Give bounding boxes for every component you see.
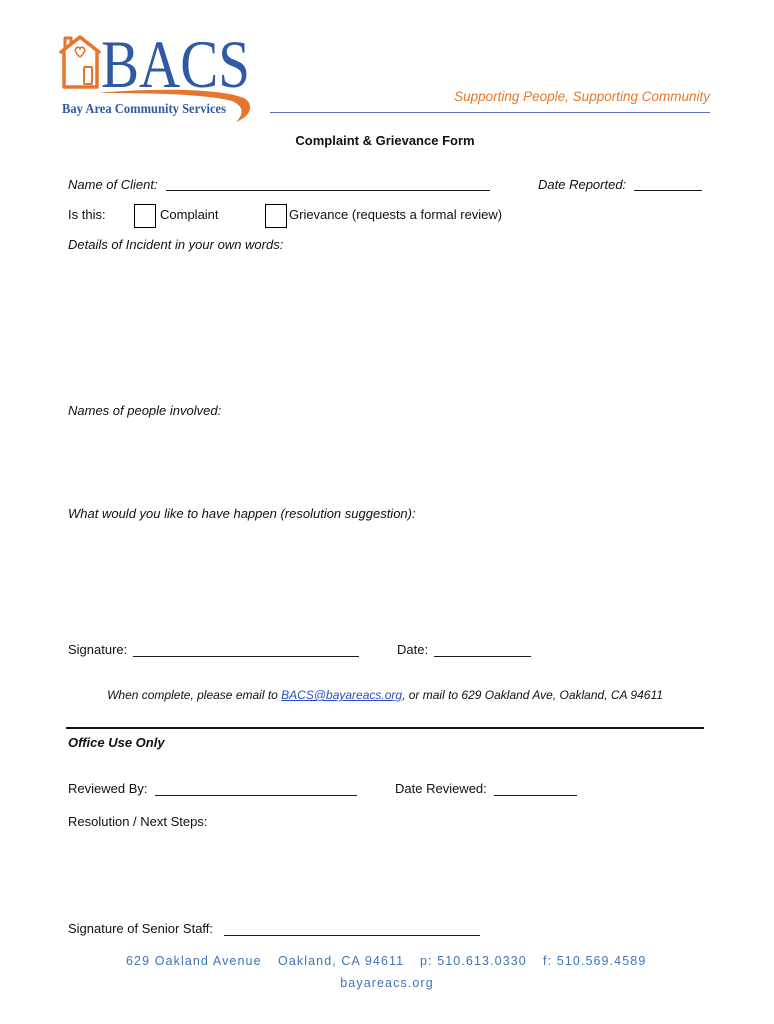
date-reported-field[interactable] [634,177,702,191]
senior-staff-signature-field[interactable] [224,922,480,936]
footer-city: Oakland, CA 94611 [278,954,405,968]
resolution-suggestion-label: What would you like to have happen (resolution suggestion): [68,506,416,521]
complaint-checkbox[interactable] [134,204,156,228]
type-label: Is this: [68,207,106,222]
grievance-option-label: Grievance (requests a formal review) [289,207,503,222]
form-title: Complaint & Grievance Form [295,133,475,148]
date-reported-label: Date Reported: [538,177,627,192]
reviewed-by-label: Reviewed By: [68,781,148,796]
date-reviewed-label: Date Reviewed: [395,781,487,796]
signature-label: Signature: [68,642,128,657]
details-label: Details of Incident in your own words: [68,237,284,252]
email-link[interactable]: BACS@bayareacs.org [281,688,403,702]
date-reviewed-field[interactable] [494,782,577,796]
footer-phone: p: 510.613.0330 [420,954,527,968]
client-name-field[interactable] [166,177,490,191]
instructions-prefix: When complete, please email to [107,688,282,702]
bacs-logo [0,0,260,130]
footer-address: 629 Oakland Avenue [126,954,262,968]
footer-website: bayareacs.org [340,976,434,990]
logo-org-name: Bay Area Community Services [62,101,226,116]
house-heart-icon [61,37,99,87]
office-divider [66,727,704,729]
signature-field[interactable] [133,643,359,657]
date-label: Date: [397,642,429,657]
header-rule [270,112,710,113]
date-field[interactable] [434,643,531,657]
submission-instructions [0,687,770,703]
instructions-suffix: , or mail to 629 Oakland Ave, Oakland, CA 94611 [402,688,663,702]
tagline: Supporting People, Supporting Community [454,89,710,104]
people-involved-label: Names of people involved: [68,403,222,418]
complaint-option-label: Complaint [160,207,219,222]
client-name-label: Name of Client: [68,177,158,192]
reviewed-by-field[interactable] [155,782,357,796]
office-use-heading: Office Use Only [68,735,165,750]
next-steps-label: Resolution / Next Steps: [68,814,208,829]
logo-wordmark: BACS [101,26,250,102]
footer-fax: f: 510.569.4589 [543,954,647,968]
senior-staff-signature-label: Signature of Senior Staff: [68,921,214,936]
grievance-checkbox[interactable] [265,204,287,228]
